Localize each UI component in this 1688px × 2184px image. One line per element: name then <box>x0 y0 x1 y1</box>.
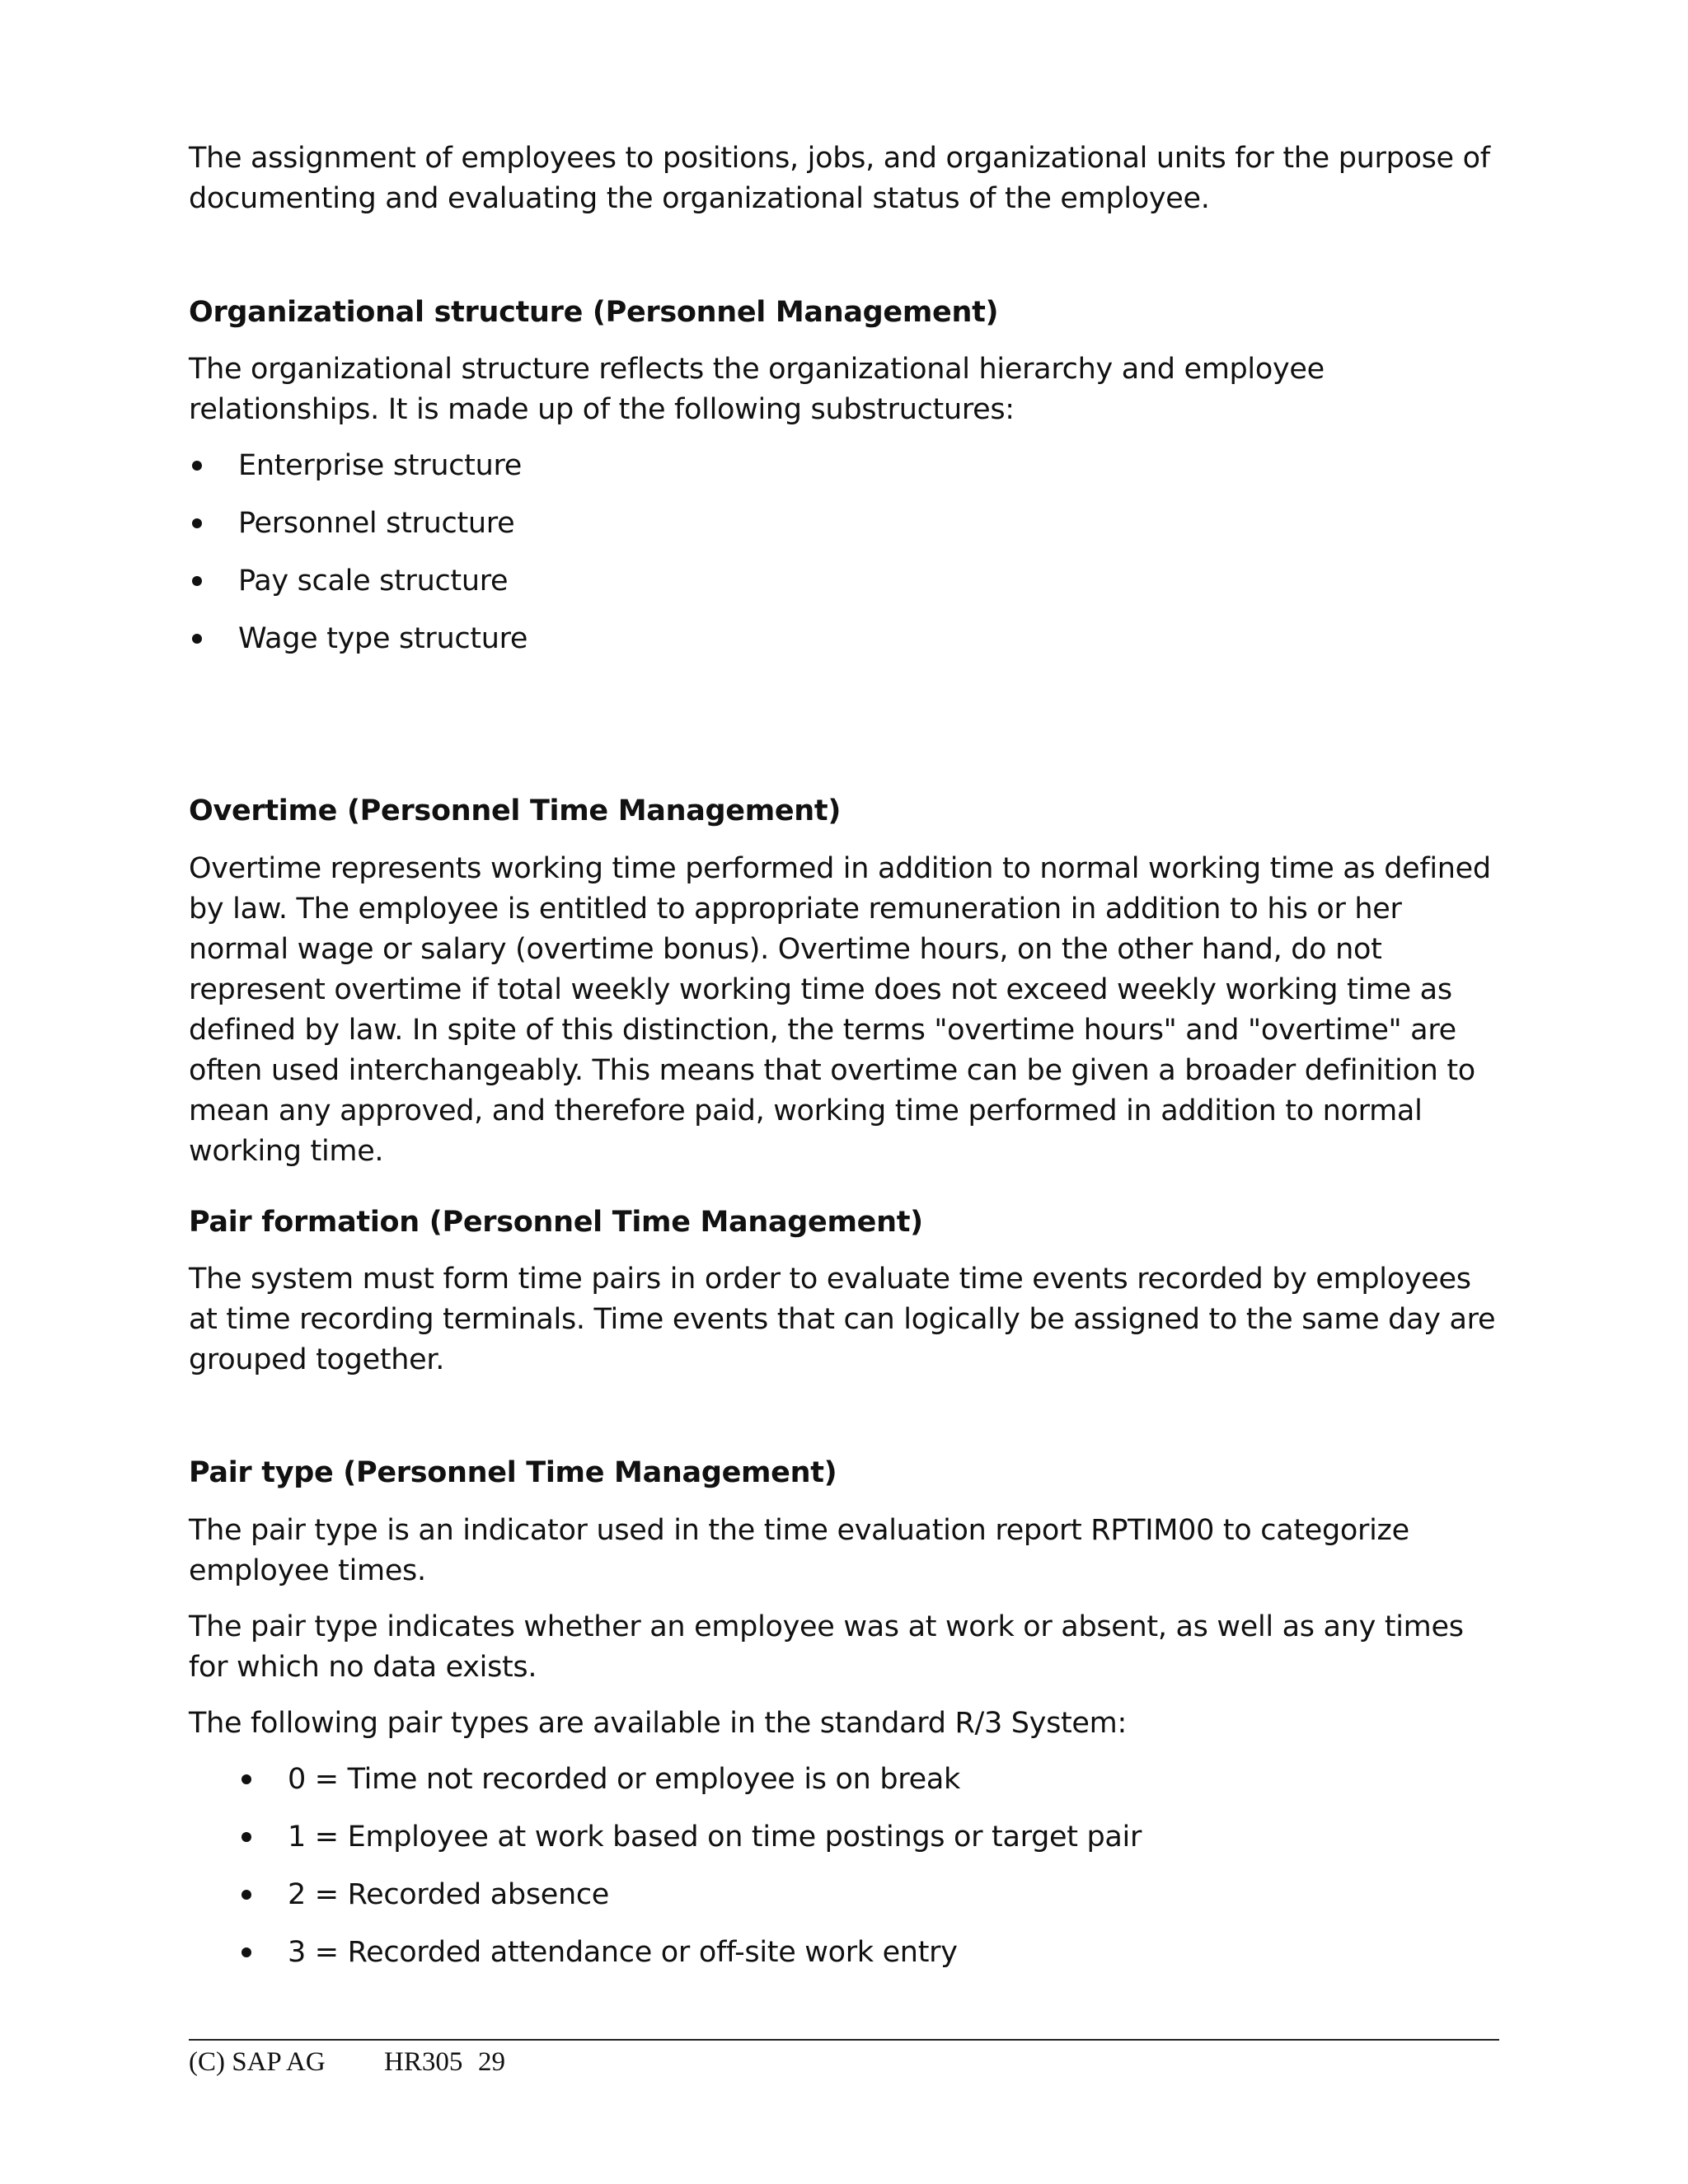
section-paragraph: The pair type is an indicator used in the time evaluation report RPTIM00 to categorize employee times. <box>189 1514 1409 1587</box>
section-paragraph: The following pair types are available in the standard R/3 System: <box>189 1707 1127 1740</box>
list-item: 3 = Recorded attendance or off-site work entry <box>189 1933 1499 1990</box>
bullet-icon <box>241 1832 251 1842</box>
bullet-icon <box>192 576 202 586</box>
list-item: 0 = Time not recorded or employee is on break <box>189 1760 1499 1817</box>
bullet-icon <box>241 1947 251 1957</box>
list-item: Pay scale structure <box>189 561 1499 619</box>
page-footer <box>189 2046 505 2079</box>
pair-type-list <box>189 1760 1499 1990</box>
footer-divider <box>189 2039 1499 2041</box>
section-heading-pair-type: Pair type (Personnel Time Management) <box>189 1456 837 1489</box>
section-paragraph: The organizational structure reflects the organizational hierarchy and employee relationships. It is made up of the following substructures: <box>189 353 1325 426</box>
section-paragraph: Overtime represents working time performed in addition to normal working time as defined by law. The employee is entitled to appropriate remuneration in addition to his or her normal wage or salary (overtime bonus). Overtime hours, on the other hand, do not represent overtime if total weekly working time does not exceed weekly working time as defined by law. In spite of this distinction, the terms "overtime hours" and "overtime" are often used interchangeably. This means that overtime can be given a broader definition to mean any approved, and therefore paid, working time performed in addition to normal working time. <box>189 852 1491 1168</box>
footer-page-number: 29 <box>478 2047 505 2077</box>
section-heading-organizational-structure: Organizational structure (Personnel Management) <box>189 296 999 329</box>
bullet-icon <box>192 518 202 528</box>
section-heading-overtime: Overtime (Personnel Time Management) <box>189 794 842 827</box>
bullet-icon <box>192 461 202 471</box>
section-paragraph: The system must form time pairs in order to evaluate time events recorded by employees at time recording terminals. Time events that can logically be assigned to the same day are grouped together. <box>189 1263 1496 1376</box>
bullet-icon <box>192 634 202 644</box>
intro-paragraph: The assignment of employees to positions, jobs, and organizational units for the purpose of documenting and evaluating the organizational status of the employee. <box>189 142 1490 215</box>
footer-copyright: (C) SAP AG <box>189 2047 326 2077</box>
bullet-icon <box>241 1774 251 1784</box>
list-item: Enterprise structure <box>189 446 1499 504</box>
list-item: 1 = Employee at work based on time postings or target pair <box>189 1817 1499 1875</box>
bullet-icon <box>241 1890 251 1900</box>
list-item: Wage type structure <box>189 619 1499 677</box>
substructure-list <box>189 446 1499 677</box>
section-paragraph: The pair type indicates whether an employee was at work or absent, as well as any times for which no data exists. <box>189 1610 1464 1684</box>
section-heading-pair-formation: Pair formation (Personnel Time Management) <box>189 1206 923 1239</box>
document-page <box>189 0 1499 2184</box>
footer-course-code: HR305 <box>384 2047 463 2077</box>
list-item: Personnel structure <box>189 504 1499 561</box>
list-item: 2 = Recorded absence <box>189 1875 1499 1933</box>
